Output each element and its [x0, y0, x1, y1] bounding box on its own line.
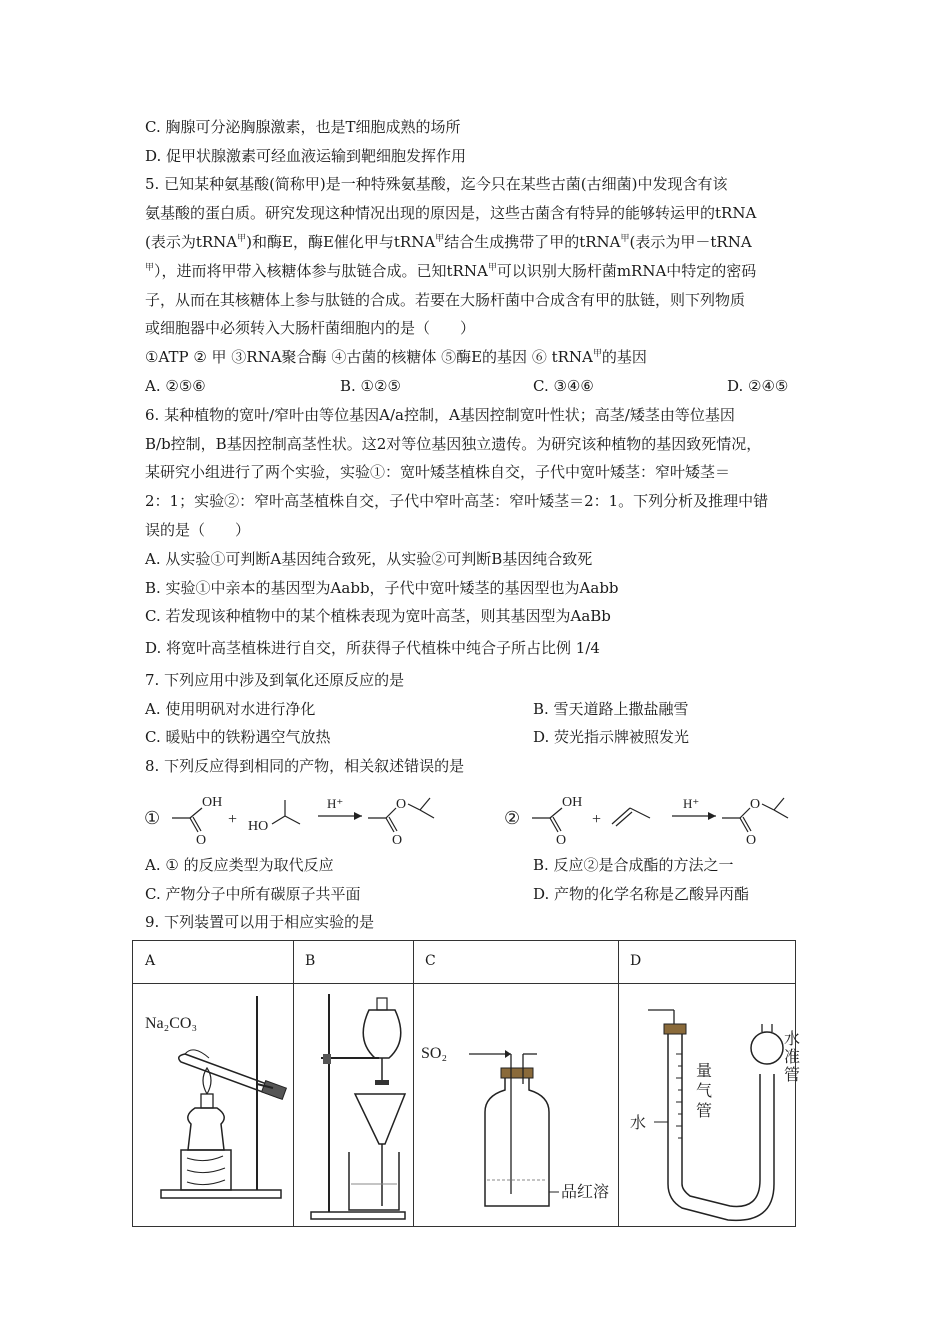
solution-pinhong-label: 品红溶: [561, 1184, 610, 1201]
q6-option-a: A. 从实验①可判断A基因纯合致死，从实验②可判断B基因纯合致死: [145, 550, 593, 568]
q7-option-a: A. 使用明矾对水进行净化: [145, 700, 316, 718]
q6-stem-line3: 某研究小组进行了两个实验，实验①：宽叶矮茎植株自交，子代中宽叶矮茎：窄叶矮茎＝: [145, 463, 731, 481]
q5-stem-line3: (表示为tRNA$^甲$)和酶E，酶E催化甲与tRNA$^甲$结合生成携带了甲的tRNA$^甲$(表示为甲－tRNA: [145, 233, 752, 251]
q9-stem: 9. 下列装置可以用于相应实验的是: [145, 913, 375, 931]
q6-stem-line2: B/b控制，B基因控制高茎性状。这2对等位基因独立遗传。为研究该种植物的基因致死情况，: [145, 435, 762, 453]
acid-o-label-2: O: [556, 833, 567, 848]
q6-option-d: D. 将宽叶高茎植株进行自交，所获得子代植株中纯合子所占比例 1/4: [145, 639, 600, 657]
acid-oh-label-2: OH: [562, 795, 583, 810]
reaction-1: [140, 786, 470, 850]
sup-jia: 甲: [237, 234, 247, 244]
right-label-2: 准: [784, 1049, 801, 1066]
plus-sign-1: +: [228, 811, 238, 828]
reaction-2: [500, 786, 820, 850]
alcohol-ho-label: HO: [248, 819, 269, 834]
q7-stem: 7. 下列应用中涉及到氧化还原反应的是: [145, 671, 405, 689]
q5-option-b: B. ①②⑤: [340, 377, 401, 395]
q8-option-b: B. 反应②是合成酯的方法之一: [533, 856, 734, 874]
burette-label-3: 管: [696, 1103, 713, 1120]
ester-o-label-2: O: [750, 797, 761, 812]
acid-o-label: O: [196, 833, 207, 848]
burette-label-1: 量: [696, 1063, 713, 1080]
q8-option-c: C. 产物分子中所有碳原子共平面: [145, 885, 361, 903]
reagent-na2co3-label: Na₂CO₃: [145, 1015, 198, 1032]
acid-oh-label: OH: [202, 795, 223, 810]
cell-label-c: C: [425, 953, 436, 969]
q5-option-a: A. ②⑤⑥: [145, 377, 206, 395]
q8-stem: 8. 下列反应得到相同的产物，相关叙述错误的是: [145, 757, 465, 775]
q8-option-a: A. ① 的反应类型为取代反应: [145, 856, 334, 874]
cell-label-b: B: [305, 953, 316, 969]
q6-stem-line4: 2：1；实验②：窄叶高茎植株自交，子代中窄叶高茎：窄叶矮茎＝2：1。下列分析及推理中错: [145, 492, 769, 510]
q6-option-c: C. 若发现该种植物中的某个植株表现为宽叶高茎，则其基因型为AaBb: [145, 607, 611, 625]
q6-option-b: B. 实验①中亲本的基因型为Aabb，子代中宽叶矮茎的基因型也为Aabb: [145, 579, 619, 597]
q8-option-d: D. 产物的化学名称是乙酸异丙酯: [533, 885, 750, 903]
catalyst-label-2: H⁺: [683, 796, 700, 811]
burette-label-2: 气: [696, 1083, 713, 1100]
ester-carbonyl-o-label-2: O: [746, 833, 757, 848]
q6-stem-line1: 6. 某种植物的宽叶/窄叶由等位基因A/a控制，A基因控制宽叶性状；高茎/矮茎由等位基因: [145, 406, 735, 424]
reaction-2-number: ②: [504, 808, 521, 828]
q7-option-b: B. 雪天道路上撒盐融雪: [533, 700, 689, 718]
q6-stem-line5: 误的是（ ）: [145, 521, 251, 539]
plus-sign-2: +: [592, 811, 602, 828]
q5-stem-line6: 或细胞器中必须转入大肠杆菌细胞内的是（ ）: [145, 319, 476, 337]
apparatus-table: [132, 940, 801, 1227]
q5-option-c: C. ③④⑥: [533, 377, 594, 395]
apparatus-b-separatory-funnel: [293, 984, 413, 1226]
q5-items: ①ATP ② 甲 ③RNA聚合酶 ④古菌的核糖体 ⑤酶E的基因 ⑥ tRNA$^甲$的基因: [145, 348, 647, 366]
water-label: 水: [630, 1115, 647, 1132]
q7-option-d: D. 荧光指示牌被照发光: [533, 728, 690, 746]
q5-stem-line5: 子，从而在其核糖体上参与肽链的合成。若要在大肠杆菌中合成含有甲的肽链，则下列物质: [145, 291, 746, 309]
ester-carbonyl-o-label: O: [392, 833, 403, 848]
apparatus-c-gas-washing: [413, 984, 618, 1226]
q7-option-c: C. 暖贴中的铁粉遇空气放热: [145, 728, 331, 746]
right-label-3: 管: [784, 1067, 801, 1084]
right-label-1: 水: [784, 1031, 801, 1048]
apparatus-a-heating: [133, 984, 293, 1226]
cell-label-a: A: [145, 953, 156, 969]
gas-so2-label: SO₂: [421, 1045, 448, 1062]
q5-stem-line2: 氨基酸的蛋白质。研究发现这种情况出现的原因是，这些古菌含有特异的能够转运甲的tRNA: [145, 204, 757, 222]
apparatus-d-gas-burette: [618, 984, 801, 1226]
reaction-1-number: ①: [144, 808, 161, 828]
q4-option-d: D. 促甲状腺激素可经血液运输到靶细胞发挥作用: [145, 147, 467, 165]
catalyst-label-1: H⁺: [327, 796, 344, 811]
q5-option-d: D. ②④⑤: [727, 377, 789, 395]
q5-stem-line1: 5. 已知某种氨基酸(简称甲)是一种特殊氨基酸，迄今只在某些古菌(古细菌)中发现含有该: [145, 175, 728, 193]
q5-stem-line4: $^甲$），进而将甲带入核糖体参与肽链合成。已知tRNA$^甲$可以识别大肠杆菌mRNA中特定的密码: [145, 262, 757, 280]
cell-label-d: D: [630, 953, 642, 969]
ester-o-label: O: [396, 797, 407, 812]
q4-option-c: C. 胸腺可分泌胸腺激素，也是T细胞成熟的场所: [145, 118, 461, 136]
